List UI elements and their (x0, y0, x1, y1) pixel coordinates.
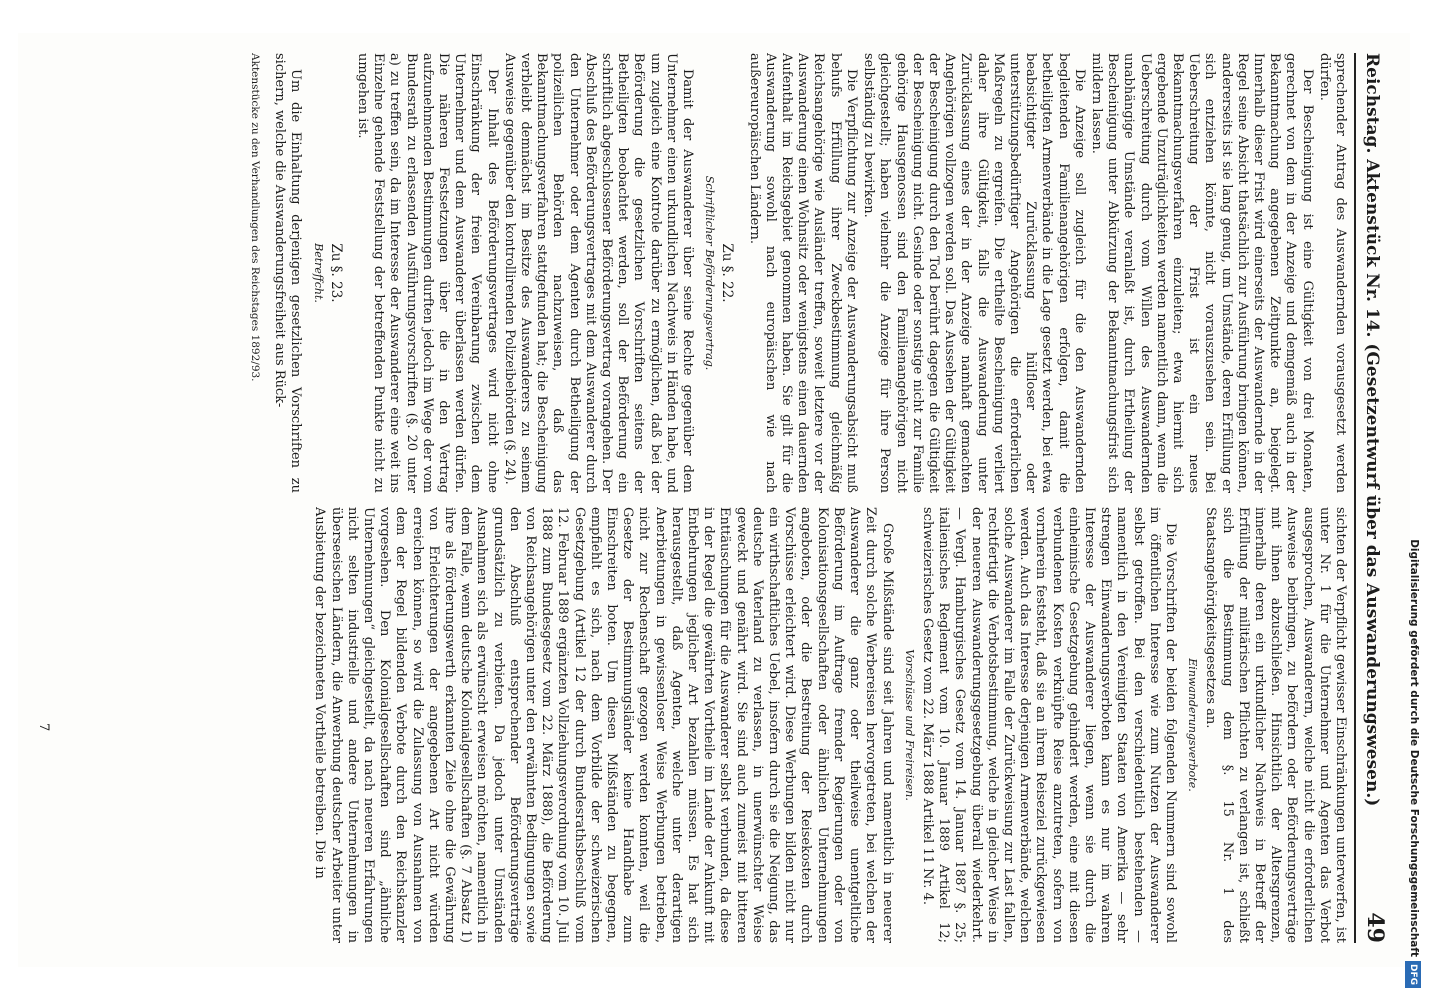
right-column (58, 507, 1348, 943)
paragraph: Der Bescheinigung ist eine Gültigkeit von drei Monaten, gerechnet von dem in der Anzeige und demgemäß auch in der Bekanntmachung angegebenen Zeitpunkte an, beigelegt. Innerhalb dieser Frist wird einerseits der Auswandernde in der Regel seine Absicht thatsächlich zur Ausführung bringen können, andererseits ist sie lang genug, um Umstände, deren Erfüllung er sich entziehen könnte, nicht vorauszusehen sein. Bei Ueberschreitung der Frist ist ein neues Bekanntmachungsverfahren einzuleiten; etwa hiermit sich ergebende Unzuträglichkeiten werden namentlich dann, wenn die Ueberschreitung durch vom Willen des Auswandernden unabhängige Umstände veranlaßt ist, durch Ertheilung der Bescheinigung unter Abkürzung der Bekanntmachungsfrist sich mildern lassen. (1088, 53, 1315, 493)
section-subtitle: Vorschüsse und Freireisen. (902, 649, 916, 801)
section-subtitle: Einwanderungsverbote. (1186, 658, 1200, 792)
digitization-note (1406, 8, 1422, 988)
page-number: 49 (1362, 912, 1388, 943)
paragraph: sichten der Verpflicht gewisser Einschränkungen unterwerfen, ist unter Nr. 1 für die Unternehmer und Agenten das Verbot ausgesprochen, Auswanderern, welche nicht die erforderlichen Ausweise beibringen, zu befördern oder Beförderungsverträge mit ihnen abzuschließen. Hinsichtlich der Altersgrenzen, innerhalb deren ein urkundlicher Nachweis in Betreff der Erfüllung der militärischen Pflichten zu verlangen ist, schließt sich die Bestimmung dem §. 15 Nr. 1 des Staatsangehörigkeitsgesetzes an. (1203, 507, 1348, 943)
paragraph: Die Verpflichtung zur Anzeige der Auswanderungsabsicht muß behufs Erfüllung ihrer Zweckbestimmung gleichmäßig Reichsangehörige wie Ausländer treffen, soweit letztere vor der Auswanderung einen Wohnsitz oder wenigstens einen dauernden Aufenthalt im Reichsgebiet genommen haben. Sie gilt für die Auswanderung sowohl nach europäischen wie nach außereuropäischen Ländern. (746, 53, 859, 493)
dfg-credit-text: Digitalisierung gefördert durch die Deutsche Forschungsgemeinschaft (1408, 539, 1420, 957)
paragraph: sprechender Antrag des Auswandernden vorausgesetzt werden dürfen. (1316, 53, 1348, 493)
section-heading: Zu §. 22. (719, 243, 736, 303)
signature-mark: 7 (36, 723, 51, 732)
paragraph: Die Anzeige soll zugleich für die den Auswandernden begleitenden Familienangehörigen erfolgen, damit die betheiligten Armenverbände in die Lage gesetzt werden, bei etwa beabsichtigter Zurücklassung hülfloser oder unterstützungsbedürftiger Angehörigen die erforderlichen Maßregeln zu ergreifen. Die ertheilte Bescheinigung verliert daher ihre Gültigkeit, falls die Auswanderung unter Zurücklassung eines der in der Anzeige namhaft gemachten Angehörigen vollzogen werden soll. Das Aussehen der Gültigkeit der Bescheinigung durch den Tod berührt dagegen die Gültigkeit der Bescheinigung nicht. Gesinde oder sonstige nicht zur Familie gehörige Hausgenossen sind den Familienangehörigen nicht gleichgestellt; haben vielmehr die Anzeige für ihre Person selbständig zu bewirken. (861, 53, 1087, 493)
paragraph: Der Inhalt des Beförderungsvertrages wird nicht ohne Einschränkung der freien Vereinbarung zwischen dem Unternehmer und dem Auswanderer überlassen werden dürfen. Die näheren Festsetzungen über die in den Vertrag aufzunehmenden Bestimmungen durften jedoch im Wege der vom Bundesrath zu erlassenden Ausführungsvorschriften (§. 20 unter a) zu treffen sein, da im Interesse der Auswanderer eine weit ins Einzelne gehende Feststellung der betreffenden Punkte nicht zu umgehen ist. (355, 53, 500, 493)
section-subtitle: Schriftlicher Beförderungsvertrag. (703, 175, 717, 371)
paragraph: Die Vorschriften der beiden folgenden Nummern sind sowohl im öffentlichen Interesse wie zum Nutzen der Auswanderer selbst getroffen. Bei den verschiedentlich bestehenden — namentlich in den Vereinigten Staaten von Amerika — sehr strengen Einwanderungsverboten kann es nur im wahren Interesse der Auswanderer liegen, wenn sie durch die einheimische Gesetzgebung gehindert werden, eine mit diesen verbundenen Kosten verknüpfte Reise anzutreten, sofern von vornherein feststeht, daß sie an ihrem Reiseziel zurückgewiesen werden. Auch das Interesse derjenigen Armenverbände, welchen solche Auswanderer im Falle der Zurückweisung zur Last fallen, rechtfertigt die Verbotsbestimmung, welche in gleicher Weise in der neueren Auswanderungsgesetzgebung überall wiederkehrt. — Vergl. Hamburgisches Gesetz vom 14. Januar 1887 §. 25; italienisches Reglement vom 10. Januar 1889 Artikel 12; schweizerisches Gesetz vom 22. März 1888 Artikel 11 Nr. 4. (919, 507, 1178, 943)
scanned-page (18, 33, 1410, 967)
dfg-logo: DFG (1405, 961, 1421, 988)
footer-note: Aktenstücke zu den Verhandlungen des Reichstages 1892/93. (249, 53, 261, 382)
left-column (58, 53, 1348, 493)
page-header (1354, 53, 1390, 943)
paragraph: Damit der Auswanderer über seine Rechte gegenüber dem Unternehmer einen urkundlichen Nachweis in Händen habe, und um zugleich eine Kontrole darüber zu ermöglichen, daß bei der Beförderung die gesetzlichen Vorschriften seitens der Betheiligten beobachtet werden, soll der Beförderung ein schriftlich abgeschlossener Beförderungsvertrag vorangehen. Der Abschluß des Beförderungsvertrages mit dem Auswanderer durch den Unternehmer oder dem Agenten durch Betheiligung der polizeilichen Behörden nachzuweisen, daß das Bekanntmachungsverfahren stattgefunden hat; die Bescheinigung verbleibt demnächst im Besitze des Auswanderers zu seinem Ausweise gegenüber den kontrollirenden Polizeibehörden (§. 24). (501, 53, 696, 493)
paragraph: Große Mißstände sind seit Jahren und namentlich in neuerer Zeit durch solche Werbereisen hervorgetreten, bei welchen der Auswanderer die ganz oder theilweise unentgeltliche Beförderung im Auftrage fremder Regierungen oder von Kolonisationsgesellschaften oder ähnlichen Unternehmungen angeboten, oder die Bestreitung der Reisekosten durch Vorschüsse erleichtert wird. Diese Werbungen bilden nicht nur ein wirthschaftliches Uebel, insofern durch sie die Neigung, das deutsche Vaterland zu verlassen, in unerwünschter Weise geweckt und genährt wird. Sie sind auch zumeist mit bitteren Enttäuschungen für die Auswanderer selbst verbunden, da diese in der Regel die gewährten Vortheile im Lande der Ankunft mit Entbehrungen jeglicher Art bezahlen müssen. Es hat sich herausgestellt, daß Agenten, welche unter derartigen Anerbietungen in gewissenloser Weise Werbungen betrieben, nicht zur Rechenschaft gezogen werden konnten, weil die Gesetze der Bestimmungsländer keine Handhabe zum Einschreiten boten. Um diesen Mißständen zu begegnen, empfiehlt es sich, nach dem Vorbilde der schweizerischen Gesetzgebung (Artikel 12 der durch Bundesrathsbeschluß vom 12. Februar 1889 ergänzten Vollziehungsverordnung vom 10. Juli 1888 zum Bundesgesetz vom 22. März 1888), die Beförderung von Reichsangehörigen unter den erwähnten Bedingungen sowie den Abschluß entsprechender Beförderungsverträge grundsätzlich zu verbieten. Da jedoch unter Umständen Ausnahmen sich als erwünscht erweisen möchten, namentlich in dem Falle, wenn deutsche Kolonialgesellschaften (§. 7 Absatz 1) ihre als förderungswerth erkannten Ziele ohne die Gewährung von Erleichterungen der angegebenen Art nicht würden erreichen können, so wird die Zulassung von Ausnahmen von dem der Regel bildenden Verbote durch den Reichskanzler vorgesehen. Den Kolonialgesellschaften sind „ähnliche Unternehmungen“ gleichgestellt, da nach neueren Erfahrungen nicht selten industrielle und andere Unternehmungen in überseeischen Ländern, die Anwerbung deutscher Arbeiter unter Ausbietung der bezeichneten Vortheile betreiben. Die in (312, 507, 895, 943)
paragraph: Um die Einhaltung derjenigen gesetzlichen Vorschriften zu sichern, welche die Auswanderungsfreiheit aus Rück- (272, 53, 304, 493)
section-subtitle: Betreffcht. (311, 243, 325, 303)
section-heading: Zu §. 23. (327, 243, 344, 303)
running-title: Reichstag. Aktenstück Nr. 14. (Gesetzentwurf über das Auswanderungswesen.) (1362, 53, 1382, 807)
